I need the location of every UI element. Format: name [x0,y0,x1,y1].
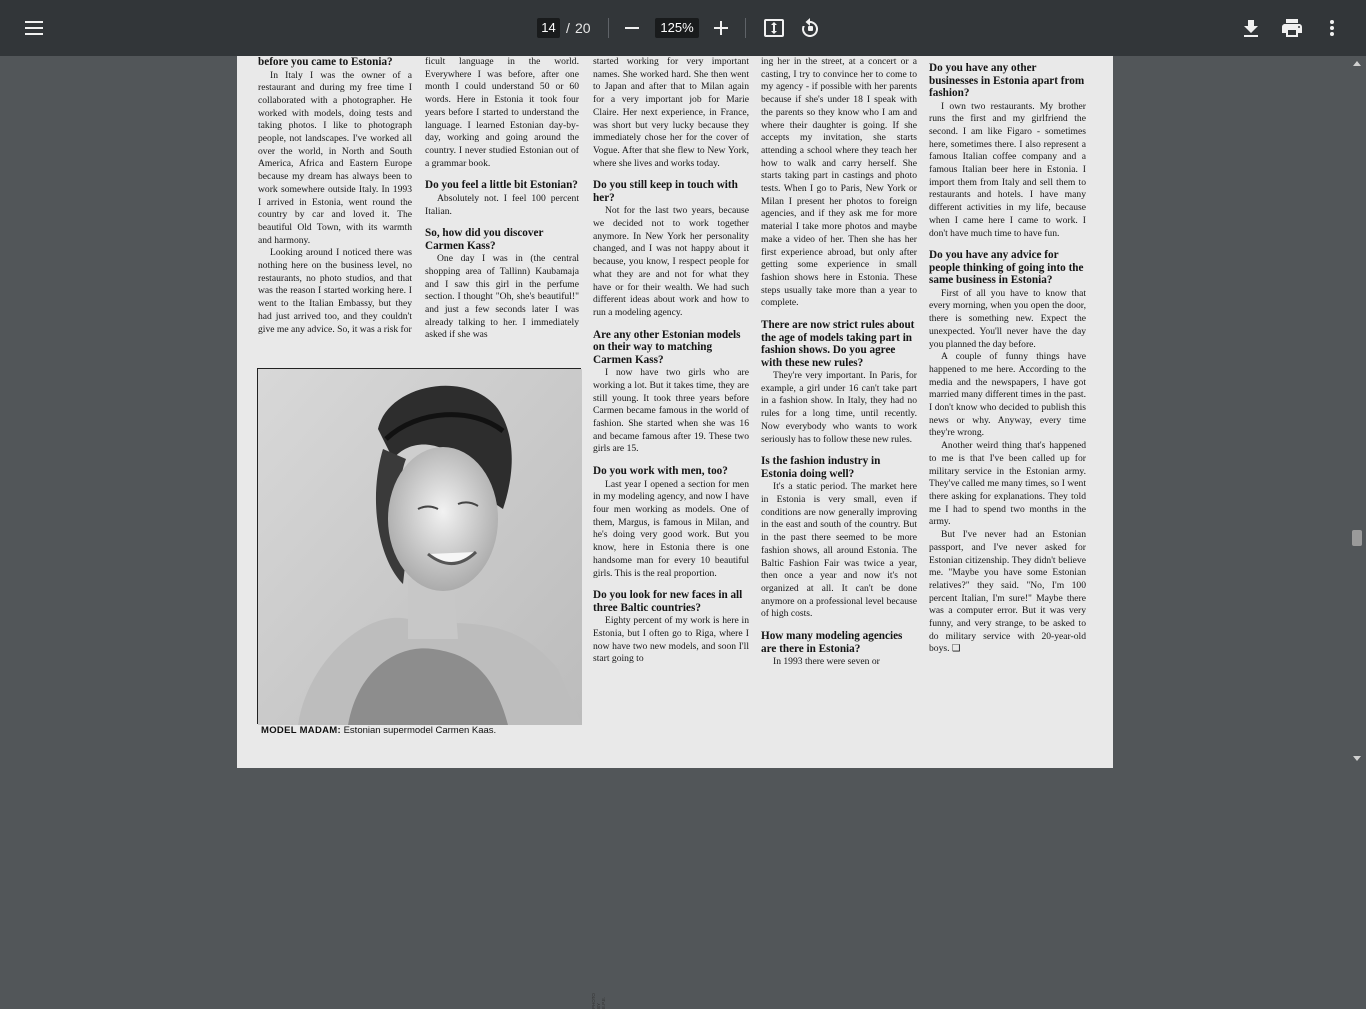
caption-label: MODEL MADAM: [261,725,341,736]
fit-to-page-button[interactable] [756,10,792,46]
question-heading: Do you work with men, too? [593,465,728,478]
model-portrait-image [258,369,582,725]
zoom-in-button[interactable] [703,10,739,46]
caption-text: Estonian supermodel Carmen Kaas. [340,725,497,736]
plus-icon [714,21,728,35]
rotate-button[interactable] [792,10,828,46]
printer-icon [1282,19,1302,37]
article-paragraph: ficult language in the world. Everywhere I was before, after one month I could understand 50 or 60 words. Here in Estonia it took four years before I started to understand the language. I learned Estonian day-by-day, working and going around the country. I never studied Estonian out of a grammar book. [425,56,579,169]
article-paragraph: Another weird thing that's happened to me is that I've been called up for military service in the Estonian army. They've called me many times, so I went there asking for explanations. They told me I had to spend two months in the army. [929,440,1086,528]
menu-button[interactable] [16,10,52,46]
article-paragraph: Eighty percent of my work is here in Estonia, but I often go to Riga, where I now have two new models, and soon I'll start going to [593,615,749,665]
question-heading: Do you look for new faces in all three Baltic countries? [593,589,743,614]
article-column-2 [425,56,579,342]
question-heading: Is the fashion industry in Estonia doing well? [761,455,881,480]
zoom-out-button[interactable] [614,10,650,46]
question-heading: How many modeling agencies are there in Estonia? [761,630,903,655]
article-paragraph: I now have two girls who are working a lot. But it takes time, they are still young. It took three years before Carmen became famous in the world of fashion. She started when she was 16 and became famous after 19. These two girls are 15. [593,367,749,455]
pdf-toolbar [0,0,1366,56]
article-paragraph: It's a static period. The market here in Estonia is very small, even if conditions are now generally improving in the east and south of the country. But in the past there seemed to be more fashion shows, all around Estonia. The Baltic Fashion Fair was twice a year, then once a year and now it's not organized at all. It can't be done anymore on a professional level because of high costs. [761,481,917,620]
photo-caption [261,725,496,736]
pdf-page [237,56,1113,1009]
rotate-counterclockwise-icon [800,18,820,38]
question-heading: Do you still keep in touch with her? [593,179,738,204]
fit-page-icon [764,19,784,37]
question-heading: Do you have any advice for people thinking of going into the same business in Estonia? [929,249,1084,287]
article-paragraph: In 1993 there were seven or [773,656,880,668]
zoom-level-input[interactable]: 125% [655,18,699,38]
article-paragraph: They're very important. In Paris, for example, a girl under 16 can't take part in a fashion show. In Italy, they had no rules for a long time, until recently. Now everybody who wants to work seriously has to follow these new rules. [761,370,917,445]
article-paragraph: Absolutely not. I feel 100 percent Italian. [425,192,579,217]
article-column-4 [761,56,917,669]
question-heading: Are any other Estonian models on their way to matching Carmen Kass? [593,328,741,366]
hamburger-menu-icon [25,21,43,35]
article-paragraph: A couple of funny things have happened to me here. According to the media and the newspapers, I have got married many different times in the past. I don't know who decided to publish this news or why. Anyway, every time they're wrong. [929,351,1086,439]
article-paragraph: First of all you have to know that every morning, when you open the door, there is something new. Expect the unexpected. You'll never have the day you planned the day before. [929,287,1086,350]
article-paragraph: One day I was in (the central shopping area of Tallinn) Kaubamaja and I saw this girl in the perfume section. I thought "Oh, she's beautiful!" and just a few seconds later I was already talking to her. I immediately asked if she was [425,253,579,341]
scrollbar-thumb[interactable] [1352,530,1362,546]
scroll-down-arrow-icon[interactable] [1353,756,1361,761]
minus-icon [625,21,639,35]
article-column-1 [258,56,412,336]
photo-credit: PHOTO BY E.P.E. [591,993,606,1009]
more-vertical-icon [1330,20,1334,36]
more-actions-button[interactable] [1314,10,1350,46]
article-paragraph: Not for the last two years, because we decided not to work together anymore. In New York her personality changed, and I was not happy about it because, you know, I respect people for what they are and not for what they have or for their wealth. We had such different ideas about work and how to run a modeling agency. [593,205,749,318]
page-separator: / [566,20,570,36]
question-heading: Do you feel a little bit Estonian? [425,179,578,192]
toolbar-divider [608,18,609,38]
download-icon [1244,20,1258,37]
download-button[interactable] [1233,10,1269,46]
question-heading: Do you have any other businesses in Estonia apart from fashion? [929,62,1085,99]
article-paragraph: ing her in the street, at a concert or a casting, I try to convince her to come to my agency - if possible with her parents because if she's under 18 I speak with the parents so they know who I am and where their daughter is going. If she accepts my invitation, she starts attending a school where they teach her how to walk and carry herself. She starts taking part in castings and photo tests. When I go to Paris, New York or Milan I present her photos to foreign agencies, and if they ask me for more material I take more photos and maybe make a video of her. Then she has her first experience abroad, but only after getting some experience in small fashion shows here in Estonia. These steps usually take more than a year to complete. [761,56,917,309]
question-heading: There are now strict rules about the age of models taking part in fashion shows. Do you agree with these new rules? [761,319,915,369]
page-number-input[interactable]: 14 [537,18,560,38]
article-paragraph: In Italy I was the owner of a restaurant and during my free time I collaborated with a photographer. He worked with models, doing tests and taking photos. I like to photograph people, not landscapes. I've worked all over the world, in North and South America, Africa and Eastern Europe because my dream has always been to work somewhere outside Italy. In 1993 I arrived in Estonia, went round the country by car and loved it. The beautiful Old Town, with its warmth and harmony. [258,69,412,246]
article-column-5 [929,62,1086,656]
article-paragraph: started working for very important names. She worked hard. She then went to Japan and after that to Milan again for a very important job for Marie Claire. Her next experience, in France, was short but very lucky because they immediately chose her for the cover of Vogue. After that she flew to New York, where she lives and works today. [593,56,749,169]
toolbar-divider [745,18,746,38]
article-paragraph: But I've never had an Estonian passport, and I've never asked for Estonian citizenship. They didn't believe me. "Maybe you have some Estonian relatives?" they said. "No, I'm 100 percent Italian, I'm sure!" Maybe there was a computer error. But it was very funny, and very strange, to be asked to do military service with 20-year-old boys. ❑ [929,529,1086,655]
total-pages: 20 [575,20,591,36]
article-column-3 [593,56,749,666]
question-heading: before you came to Estonia? [258,56,393,68]
scroll-up-arrow-icon[interactable] [1353,61,1361,66]
article-paragraph: Last year I opened a section for men in my modeling agency, and now I have four men working as models. One of them, Margus, is famous in Milan, and he's doing very good work. But you know, here in Estonia there is one handsome man for every 10 beautiful girls. This is the real proportion. [593,478,749,579]
question-heading: So, how did you discover Carmen Kass? [425,227,544,252]
vertical-scrollbar[interactable] [1349,56,1366,768]
article-paragraph: Looking around I noticed there was nothing here on the business level, no restaurants, no photo studios, and that was the reason I started working here. I went to the Italian Embassy, but they had just arrived too, and they couldn't give me any advice. So, it was a risk for [258,247,412,335]
article-paragraph: I own two restaurants. My brother runs the first and my girlfriend the second. I am like Figaro - sometimes here, sometimes there. I also represent a famous Italian coffee company and a famous Italian beer here in Estonia. I import them from Italy and sell them to restaurants and hotels. I have many different activities in my life, because when I came here I came to work. I don't have much time to have fun. [929,100,1086,239]
print-button[interactable] [1274,10,1310,46]
